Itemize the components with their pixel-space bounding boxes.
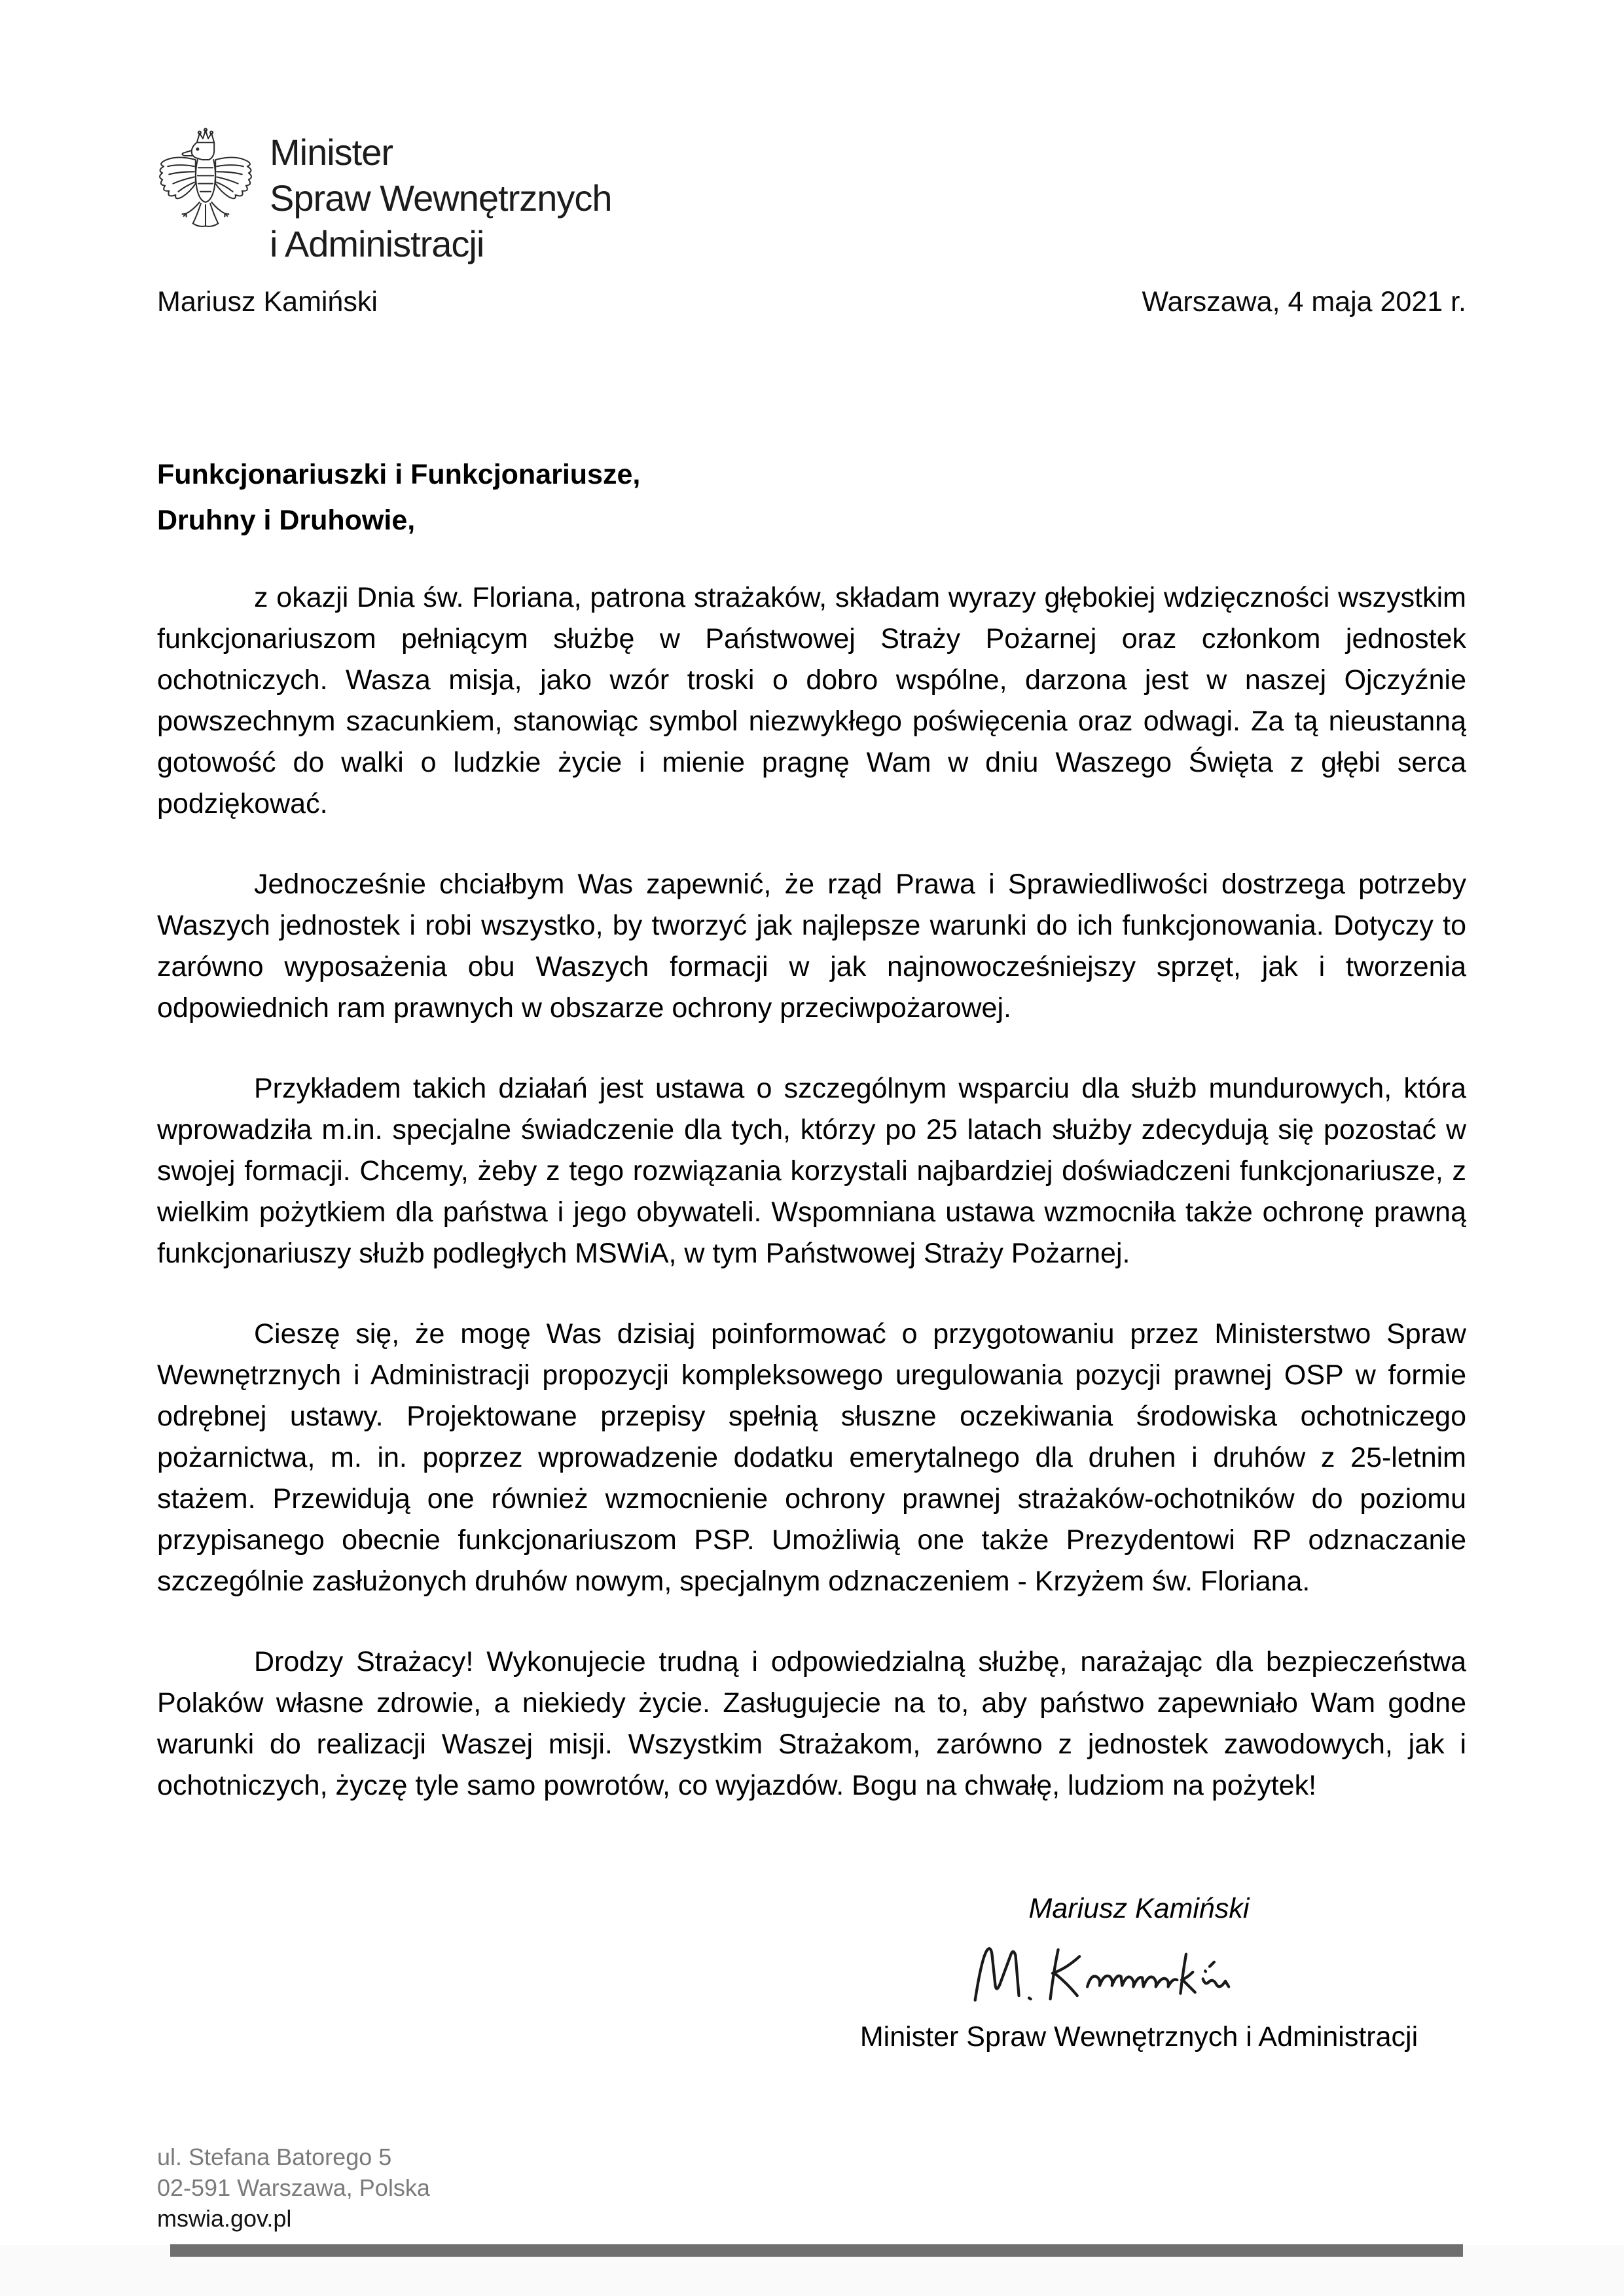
signatory-title: Minister Spraw Wewnętrznych i Administracji xyxy=(859,2021,1418,2053)
footer-website: mswia.gov.pl xyxy=(157,2205,292,2232)
footer-accent-bar xyxy=(170,2244,1463,2257)
sender-name: Mariusz Kamiński xyxy=(157,286,378,317)
paragraph: z okazji Dnia św. Floriana, patrona strażaków, składam wyrazy głębokiej wdzięczności wszystkim funkcjonariuszom pełniącym służbę w Państwowej Straży Pożarnej oraz członkom jednostek ochotniczych. Wasza misja, jako wzór troski o dobro wspólne, darzona jest w naszej Ojczyźnie powszechnym szacunkiem, stanowiąc symbol niezwykłego poświęcenia oraz odwagi. Za tą nieustanną gotowość do walki o ludzkie życie i mienie pragnę Wam w dniu Waszego Święta z głębi serca podziękować. xyxy=(157,582,1466,819)
paragraph: Drodzy Strażacy! Wykonujecie trudną i odpowiedzialną służbę, narażając dla bezpieczeństwa Polaków własne zdrowie, a niekiedy życie. Zasługujecie na to, aby państwo zapewniało Wam godne warunki do realizacji Waszej misji. Wszystkim Strażakom, zarówno z jednostek zawodowych, jak i ochotniczych, życzę tyle samo powrotów, co wyjazdów. Bogu na chwałę, ludziom na pożytek! xyxy=(157,1646,1466,1801)
signatory-name: Mariusz Kamiński xyxy=(1028,1893,1250,1924)
ministry-title-line: i Administracji xyxy=(270,223,484,264)
paragraph: Jednocześnie chciałbym Was zapewnić, że rząd Prawa i Sprawiedliwości dostrzega potrzeby Waszych jednostek i robi wszystko, by tworzyć jak najlepsze warunki do ich funkcjonowania. Dotyczy to zarówno wyposażenia obu Waszych formacji w jak najnowocześniejszy sprzęt, jak i tworzenia odpowiednich ram prawnych w obszarze ochrony przeciwpożarowej. xyxy=(157,869,1466,1024)
ministry-title-line: Spraw Wewnętrznych xyxy=(270,177,612,219)
paragraph: Cieszę się, że mogę Was dzisiaj poinformować o przygotowaniu przez Ministerstwo Spraw Wewnętrznych i Administracji propozycji kompleksowego uregulowania pozycji prawnej OSP w formie odrębnej ustawy. Projektowane przepisy spełnią słuszne oczekiwania środowiska ochotniczego pożarnictwa, m. in. poprzez wprowadzenie dodatku emerytalnego dla druhen i druhów z 25-letnim stażem. Przewidują one również wzmocnienie ochrony prawnej strażaków-ochotników do poziomu przypisanego obecnie funkcjonariuszom PSP. Umożliwią one także Prezydentowi RP odznaczanie szczególnie zasłużonych druhów nowym, specjalnym odznaczeniem - Krzyżem św. Floriana. xyxy=(157,1318,1466,1597)
footer-address-line: 02-591 Warszawa, Polska xyxy=(157,2174,430,2201)
letter-paragraphs xyxy=(157,577,1466,1806)
salutation-line: Funkcjonariuszki i Funkcjonariusze, xyxy=(157,459,641,490)
handwritten-signature-icon xyxy=(936,1937,1342,2016)
salutation-line: Druhny i Druhowie, xyxy=(157,505,416,536)
polish-eagle-emblem-icon xyxy=(156,126,255,236)
signature-block xyxy=(812,1892,1466,2054)
ministry-title-line: Minister xyxy=(270,132,393,173)
footer-address xyxy=(157,2142,430,2234)
ministry-title xyxy=(270,130,612,267)
paragraph: Przykładem takich działań jest ustawa o szczególnym wsparciu dla służb mundurowych, która wprowadziła m.in. specjalne świadczenie dla tych, którzy po 25 latach służby zdecydują się pozostać w swojej formacji. Chcemy, żeby z tego rozwiązania korzystali najbardziej doświadczeni funkcjonariusze, z wielkim pożytkiem dla państwa i jego obywateli. Wspomniana ustawa wzmocniła także ochronę prawną funkcjonariuszy służb podległych MSWiA, w tym Państwowej Straży Pożarnej. xyxy=(157,1073,1466,1269)
date-line: Warszawa, 4 maja 2021 r. xyxy=(1142,286,1466,317)
footer-address-line: ul. Stefana Batorego 5 xyxy=(157,2144,392,2170)
sender-date-row xyxy=(157,285,1466,319)
salutation xyxy=(157,452,1466,543)
letter-body xyxy=(157,452,1466,1806)
